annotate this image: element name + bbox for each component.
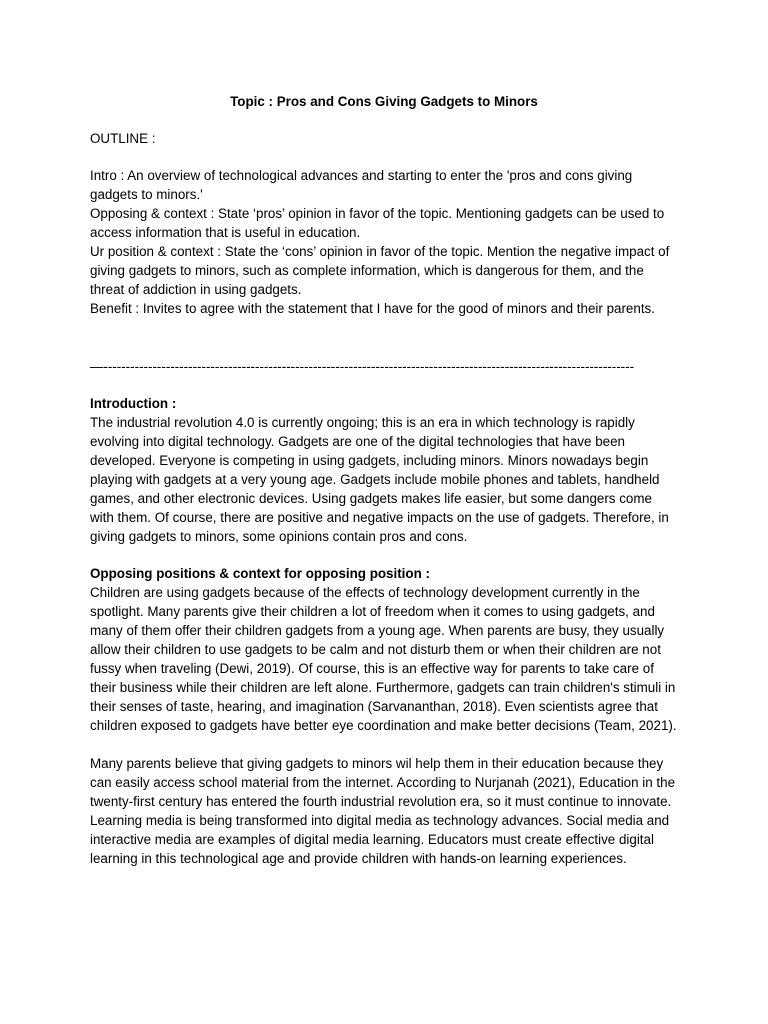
- outline-label: OUTLINE :: [90, 131, 156, 146]
- opposing-paragraph-2: Many parents believe that giving gadgets to minors wil help them in their education because they can easily access school material from the internet. According to Nurjanah (2021), Education in the twenty-first century has entered the fourth industrial revolution era, so it must continue to innovate. Learning media is being transformed into digital media as technology advances. Social media and interactive media are examples of digital media learning. Educators must create effective digital learning in this technological age and provide children with hands-on learning experiences.: [90, 756, 676, 866]
- introduction-heading: Introduction :: [90, 396, 177, 411]
- opposing-heading: Opposing positions & context for opposing position :: [90, 566, 430, 581]
- document-title: Topic : Pros and Cons Giving Gadgets to Minors: [230, 94, 538, 109]
- outline-item-opposing: Opposing & context : State ‘pros’ opinion in favor of the topic. Mentioning gadgets can be used to access information that is useful in education.: [90, 206, 665, 240]
- introduction-paragraph: The industrial revolution 4.0 is currently ongoing; this is an era in which technology is rapidly evolving into digital technology. Gadgets are one of the digital technologies that have been developed. Everyone is competing in using gadgets, including minors. Minors nowadays begin playing with gadgets at a very young age. Gadgets include mobile phones and tablets, handheld games, and other electronic devices. Using gadgets makes life easier, but some dangers come with them. Of course, there are positive and negative impacts on the use of gadgets. Therefore, in giving gadgets to minors, some opinions contain pros and cons.: [90, 415, 669, 544]
- outline-item-benefit: Benefit : Invites to agree with the statement that I have for the good of minors and their parents.: [90, 301, 655, 316]
- opposing-paragraph-1: Children are using gadgets because of the effects of technology development currently in the spotlight. Many parents give their children a lot of freedom when it comes to using gadgets, and many of them offer their children gadgets from a young age. When parents are busy, they usually allow their children to use gadgets to be calm and not disturb them or when their children are not fussy when traveling (Dewi, 2019). Of course, this is an effective way for parents to take care of their business while their children are left alone. Furthermore, gadgets can train children's stimuli in their senses of taste, hearing, and imagination (Sarvananthan, 2018). Even scientists agree that children exposed to gadgets have better eye coordination and make better decisions (Team, 2021).: [90, 585, 677, 733]
- outline-item-intro: Intro : An overview of technological advances and starting to enter the 'pros and cons giving gadgets to minors.': [90, 168, 633, 202]
- section-divider: —-----------------------------------------------------------------------------------------------------------------------: [90, 359, 635, 374]
- outline-list: [90, 166, 678, 318]
- outline-item-position: Ur position & context : State the ‘cons’ opinion in favor of the topic. Mention the negative impact of giving gadgets to minors, such as complete information, which is dangerous for them, and the threat of addiction in using gadgets.: [90, 244, 670, 297]
